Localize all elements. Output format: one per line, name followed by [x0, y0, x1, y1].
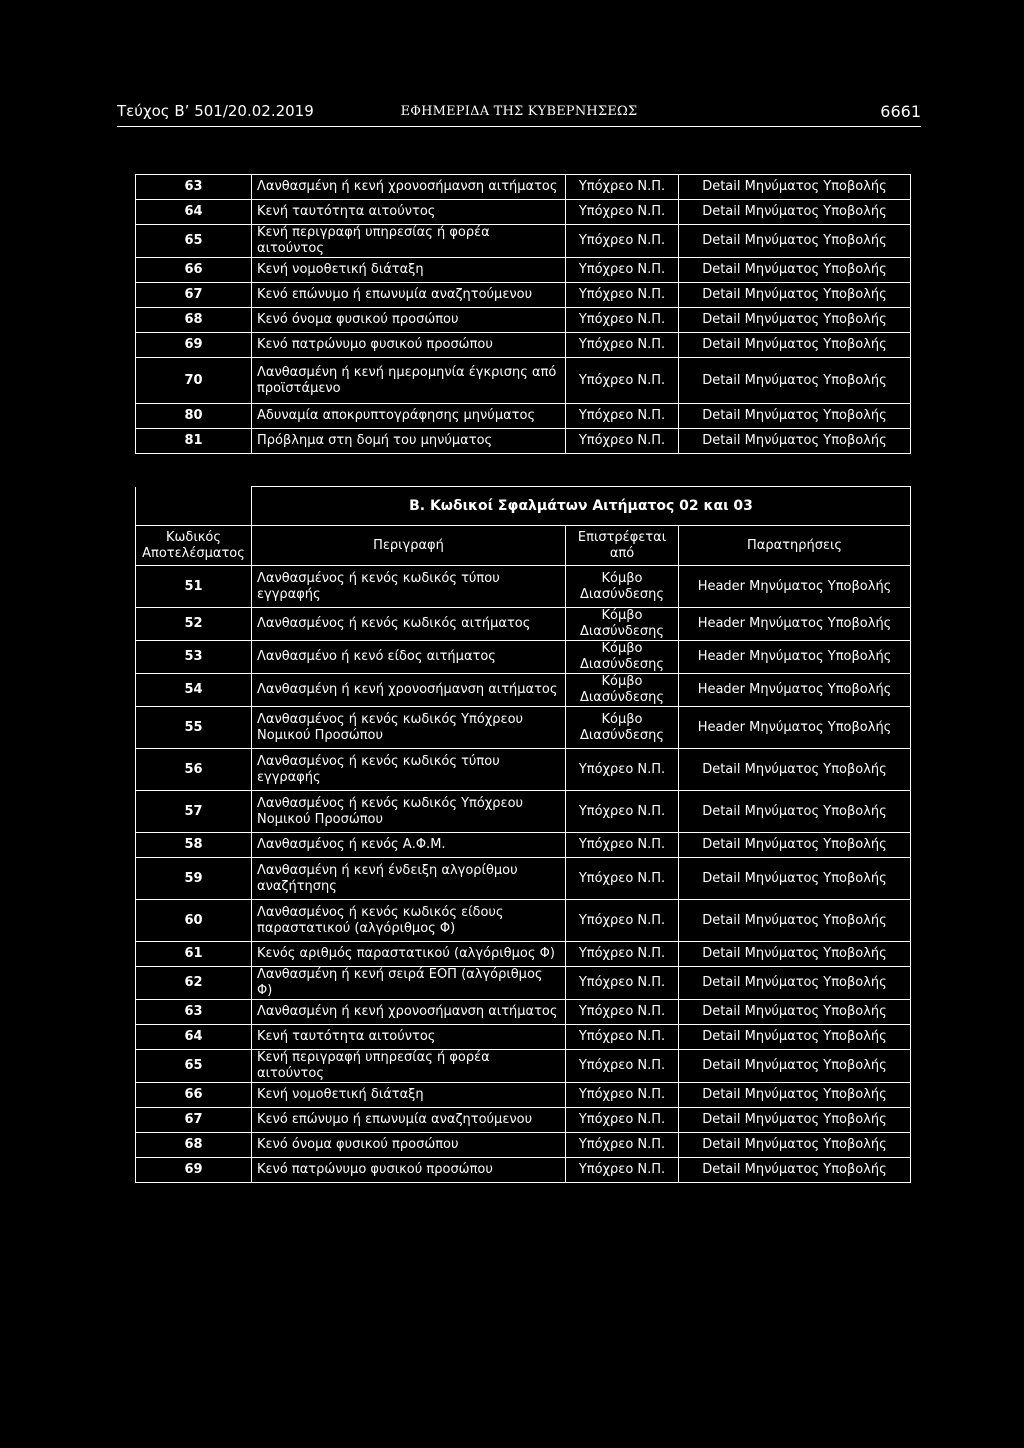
result-code: 67	[136, 1108, 252, 1133]
header-notes: Παρατηρήσεις	[679, 526, 911, 566]
title-blank-cell	[136, 487, 252, 526]
notes: Detail Μηνύματος Υποβολής	[679, 1025, 911, 1050]
table-row	[136, 283, 911, 308]
description: Λανθασμένος ή κενός κωδικός Υπόχρεου Νομικού Προσώπου	[252, 791, 566, 833]
notes: Detail Μηνύματος Υποβολής	[679, 1158, 911, 1183]
returned-by: Υπόχρεο Ν.Π.	[566, 900, 679, 942]
table-row	[136, 1108, 911, 1133]
description: Κενό επώνυμο ή επωνυμία αναζητούμενου	[252, 283, 566, 308]
table-title-row	[136, 487, 911, 526]
table-row	[136, 225, 911, 258]
result-code: 64	[136, 200, 252, 225]
description: Λανθασμένος ή κενός κωδικός Υπόχρεου Νομικού Προσώπου	[252, 707, 566, 749]
result-code: 59	[136, 858, 252, 900]
table-row	[136, 858, 911, 900]
header-returned-by: Επιστρέφεται από	[566, 526, 679, 566]
notes: Detail Μηνύματος Υποβολής	[679, 1083, 911, 1108]
description: Λανθασμένος ή κενός κωδικός αιτήματος	[252, 608, 566, 641]
description: Κενή περιγραφή υπηρεσίας ή φορέα αιτούντος	[252, 225, 566, 258]
table-row	[136, 1025, 911, 1050]
page-header	[117, 100, 921, 127]
returned-by: Υπόχρεο Ν.Π.	[566, 967, 679, 1000]
table-row	[136, 967, 911, 1000]
result-code: 60	[136, 900, 252, 942]
notes: Detail Μηνύματος Υποβολής	[679, 1133, 911, 1158]
result-code: 66	[136, 1083, 252, 1108]
returned-by: Υπόχρεο Ν.Π.	[566, 1133, 679, 1158]
table-row	[136, 1158, 911, 1183]
notes: Detail Μηνύματος Υποβολής	[679, 833, 911, 858]
table-row	[136, 1000, 911, 1025]
description: Λανθασμένος ή κενός κωδικός τύπου εγγραφής	[252, 749, 566, 791]
notes: Detail Μηνύματος Υποβολής	[679, 175, 911, 200]
notes: Detail Μηνύματος Υποβολής	[679, 1108, 911, 1133]
description: Λανθασμένο ή κενό είδος αιτήματος	[252, 641, 566, 674]
description: Κενό όνομα φυσικού προσώπου	[252, 1133, 566, 1158]
result-code: 63	[136, 1000, 252, 1025]
notes: Header Μηνύματος Υποβολής	[679, 707, 911, 749]
returned-by: Υπόχρεο Ν.Π.	[566, 175, 679, 200]
returned-by: Υπόχρεο Ν.Π.	[566, 1050, 679, 1083]
notes: Detail Μηνύματος Υποβολής	[679, 1000, 911, 1025]
notes: Detail Μηνύματος Υποβολής	[679, 333, 911, 358]
description: Πρόβλημα στη δομή του μηνύματος	[252, 429, 566, 454]
notes: Detail Μηνύματος Υποβολής	[679, 967, 911, 1000]
description: Λανθασμένος ή κενός Α.Φ.Μ.	[252, 833, 566, 858]
error-codes-table-b	[135, 486, 911, 1183]
result-code: 58	[136, 833, 252, 858]
returned-by: Υπόχρεο Ν.Π.	[566, 1025, 679, 1050]
returned-by: Υπόχρεο Ν.Π.	[566, 225, 679, 258]
result-code: 56	[136, 749, 252, 791]
notes: Detail Μηνύματος Υποβολής	[679, 225, 911, 258]
error-codes-table-continued	[135, 174, 911, 454]
notes: Detail Μηνύματος Υποβολής	[679, 283, 911, 308]
table-row	[136, 175, 911, 200]
description: Κενή ταυτότητα αιτούντος	[252, 200, 566, 225]
notes: Header Μηνύματος Υποβολής	[679, 566, 911, 608]
returned-by: Υπόχρεο Ν.Π.	[566, 749, 679, 791]
notes: Header Μηνύματος Υποβολής	[679, 674, 911, 707]
result-code: 66	[136, 258, 252, 283]
returned-by: Υπόχρεο Ν.Π.	[566, 1108, 679, 1133]
header-code: Κωδικός Αποτελέσματος	[136, 526, 252, 566]
returned-by: Κόμβο Διασύνδεσης	[566, 566, 679, 608]
returned-by: Υπόχρεο Ν.Π.	[566, 283, 679, 308]
table-row	[136, 674, 911, 707]
description: Κενή περιγραφή υπηρεσίας ή φορέα αιτούντος	[252, 1050, 566, 1083]
result-code: 70	[136, 358, 252, 404]
description: Κενή νομοθετική διάταξη	[252, 1083, 566, 1108]
returned-by: Υπόχρεο Ν.Π.	[566, 200, 679, 225]
description: Κενό όνομα φυσικού προσώπου	[252, 308, 566, 333]
result-code: 64	[136, 1025, 252, 1050]
table-row	[136, 1133, 911, 1158]
issue-number: Τεύχος Β’ 501/20.02.2019	[117, 102, 314, 120]
table-row	[136, 641, 911, 674]
gazette-title: ΕΦΗΜΕΡΙΔΑ ΤΗΣ ΚΥΒΕΡΝΗΣΕΩΣ	[400, 104, 638, 119]
table-row	[136, 749, 911, 791]
table-row	[136, 333, 911, 358]
result-code: 62	[136, 967, 252, 1000]
description: Κενό πατρώνυμο φυσικού προσώπου	[252, 333, 566, 358]
returned-by: Υπόχρεο Ν.Π.	[566, 833, 679, 858]
table-row	[136, 258, 911, 283]
table-row	[136, 833, 911, 858]
returned-by: Υπόχρεο Ν.Π.	[566, 333, 679, 358]
result-code: 51	[136, 566, 252, 608]
description: Κενή νομοθετική διάταξη	[252, 258, 566, 283]
returned-by: Υπόχρεο Ν.Π.	[566, 858, 679, 900]
result-code: 68	[136, 308, 252, 333]
returned-by: Υπόχρεο Ν.Π.	[566, 791, 679, 833]
result-code: 63	[136, 175, 252, 200]
table-row	[136, 358, 911, 404]
page-number: 6661	[880, 102, 921, 121]
description: Λανθασμένη ή κενή ένδειξη αλγορίθμου αναζήτησης	[252, 858, 566, 900]
description: Κενή ταυτότητα αιτούντος	[252, 1025, 566, 1050]
table-row	[136, 404, 911, 429]
result-code: 55	[136, 707, 252, 749]
description: Λανθασμένη ή κενή χρονοσήμανση αιτήματος	[252, 175, 566, 200]
table-row	[136, 429, 911, 454]
result-code: 61	[136, 942, 252, 967]
notes: Detail Μηνύματος Υποβολής	[679, 429, 911, 454]
notes: Detail Μηνύματος Υποβολής	[679, 1050, 911, 1083]
header-description: Περιγραφή	[252, 526, 566, 566]
table-row	[136, 308, 911, 333]
returned-by: Υπόχρεο Ν.Π.	[566, 1000, 679, 1025]
notes: Detail Μηνύματος Υποβολής	[679, 749, 911, 791]
returned-by: Υπόχρεο Ν.Π.	[566, 1158, 679, 1183]
returned-by: Κόμβο Διασύνδεσης	[566, 707, 679, 749]
result-code: 67	[136, 283, 252, 308]
notes: Detail Μηνύματος Υποβολής	[679, 308, 911, 333]
table-row	[136, 791, 911, 833]
description: Λανθασμένη ή κενή ημερομηνία έγκρισης από προϊστάμενο	[252, 358, 566, 404]
returned-by: Υπόχρεο Ν.Π.	[566, 942, 679, 967]
returned-by: Υπόχρεο Ν.Π.	[566, 308, 679, 333]
description: Λανθασμένη ή κενή χρονοσήμανση αιτήματος	[252, 1000, 566, 1025]
description: Κενό πατρώνυμο φυσικού προσώπου	[252, 1158, 566, 1183]
returned-by: Υπόχρεο Ν.Π.	[566, 258, 679, 283]
returned-by: Υπόχρεο Ν.Π.	[566, 1083, 679, 1108]
description: Λανθασμένη ή κενή χρονοσήμανση αιτήματος	[252, 674, 566, 707]
notes: Header Μηνύματος Υποβολής	[679, 608, 911, 641]
table-row	[136, 707, 911, 749]
returned-by: Υπόχρεο Ν.Π.	[566, 358, 679, 404]
result-code: 80	[136, 404, 252, 429]
result-code: 52	[136, 608, 252, 641]
result-code: 68	[136, 1133, 252, 1158]
table-row	[136, 608, 911, 641]
table-header-row	[136, 526, 911, 566]
description: Κενό επώνυμο ή επωνυμία αναζητούμενου	[252, 1108, 566, 1133]
description: Κενός αριθμός παραστατικού (αλγόριθμος Φ)	[252, 942, 566, 967]
notes: Detail Μηνύματος Υποβολής	[679, 404, 911, 429]
description: Λανθασμένος ή κενός κωδικός είδους παραστατικού (αλγόριθμος Φ)	[252, 900, 566, 942]
table-row	[136, 200, 911, 225]
result-code: 69	[136, 333, 252, 358]
result-code: 81	[136, 429, 252, 454]
returned-by: Υπόχρεο Ν.Π.	[566, 429, 679, 454]
returned-by: Υπόχρεο Ν.Π.	[566, 404, 679, 429]
table-row	[136, 566, 911, 608]
description: Αδυναμία αποκρυπτογράφησης μηνύματος	[252, 404, 566, 429]
returned-by: Κόμβο Διασύνδεσης	[566, 641, 679, 674]
description: Λανθασμένη ή κενή σειρά ΕΟΠ (αλγόριθμος Φ)	[252, 967, 566, 1000]
notes: Header Μηνύματος Υποβολής	[679, 641, 911, 674]
result-code: 69	[136, 1158, 252, 1183]
result-code: 65	[136, 1050, 252, 1083]
notes: Detail Μηνύματος Υποβολής	[679, 358, 911, 404]
description: Λανθασμένος ή κενός κωδικός τύπου εγγραφής	[252, 566, 566, 608]
notes: Detail Μηνύματος Υποβολής	[679, 200, 911, 225]
notes: Detail Μηνύματος Υποβολής	[679, 258, 911, 283]
notes: Detail Μηνύματος Υποβολής	[679, 942, 911, 967]
notes: Detail Μηνύματος Υποβολής	[679, 900, 911, 942]
notes: Detail Μηνύματος Υποβολής	[679, 791, 911, 833]
table-row	[136, 942, 911, 967]
table-title: Β. Κωδικοί Σφαλμάτων Αιτήματος 02 και 03	[252, 487, 911, 526]
table-row	[136, 1083, 911, 1108]
table-row	[136, 900, 911, 942]
table-row	[136, 1050, 911, 1083]
returned-by: Κόμβο Διασύνδεσης	[566, 608, 679, 641]
result-code: 65	[136, 225, 252, 258]
notes: Detail Μηνύματος Υποβολής	[679, 858, 911, 900]
result-code: 53	[136, 641, 252, 674]
result-code: 54	[136, 674, 252, 707]
result-code: 57	[136, 791, 252, 833]
returned-by: Κόμβο Διασύνδεσης	[566, 674, 679, 707]
